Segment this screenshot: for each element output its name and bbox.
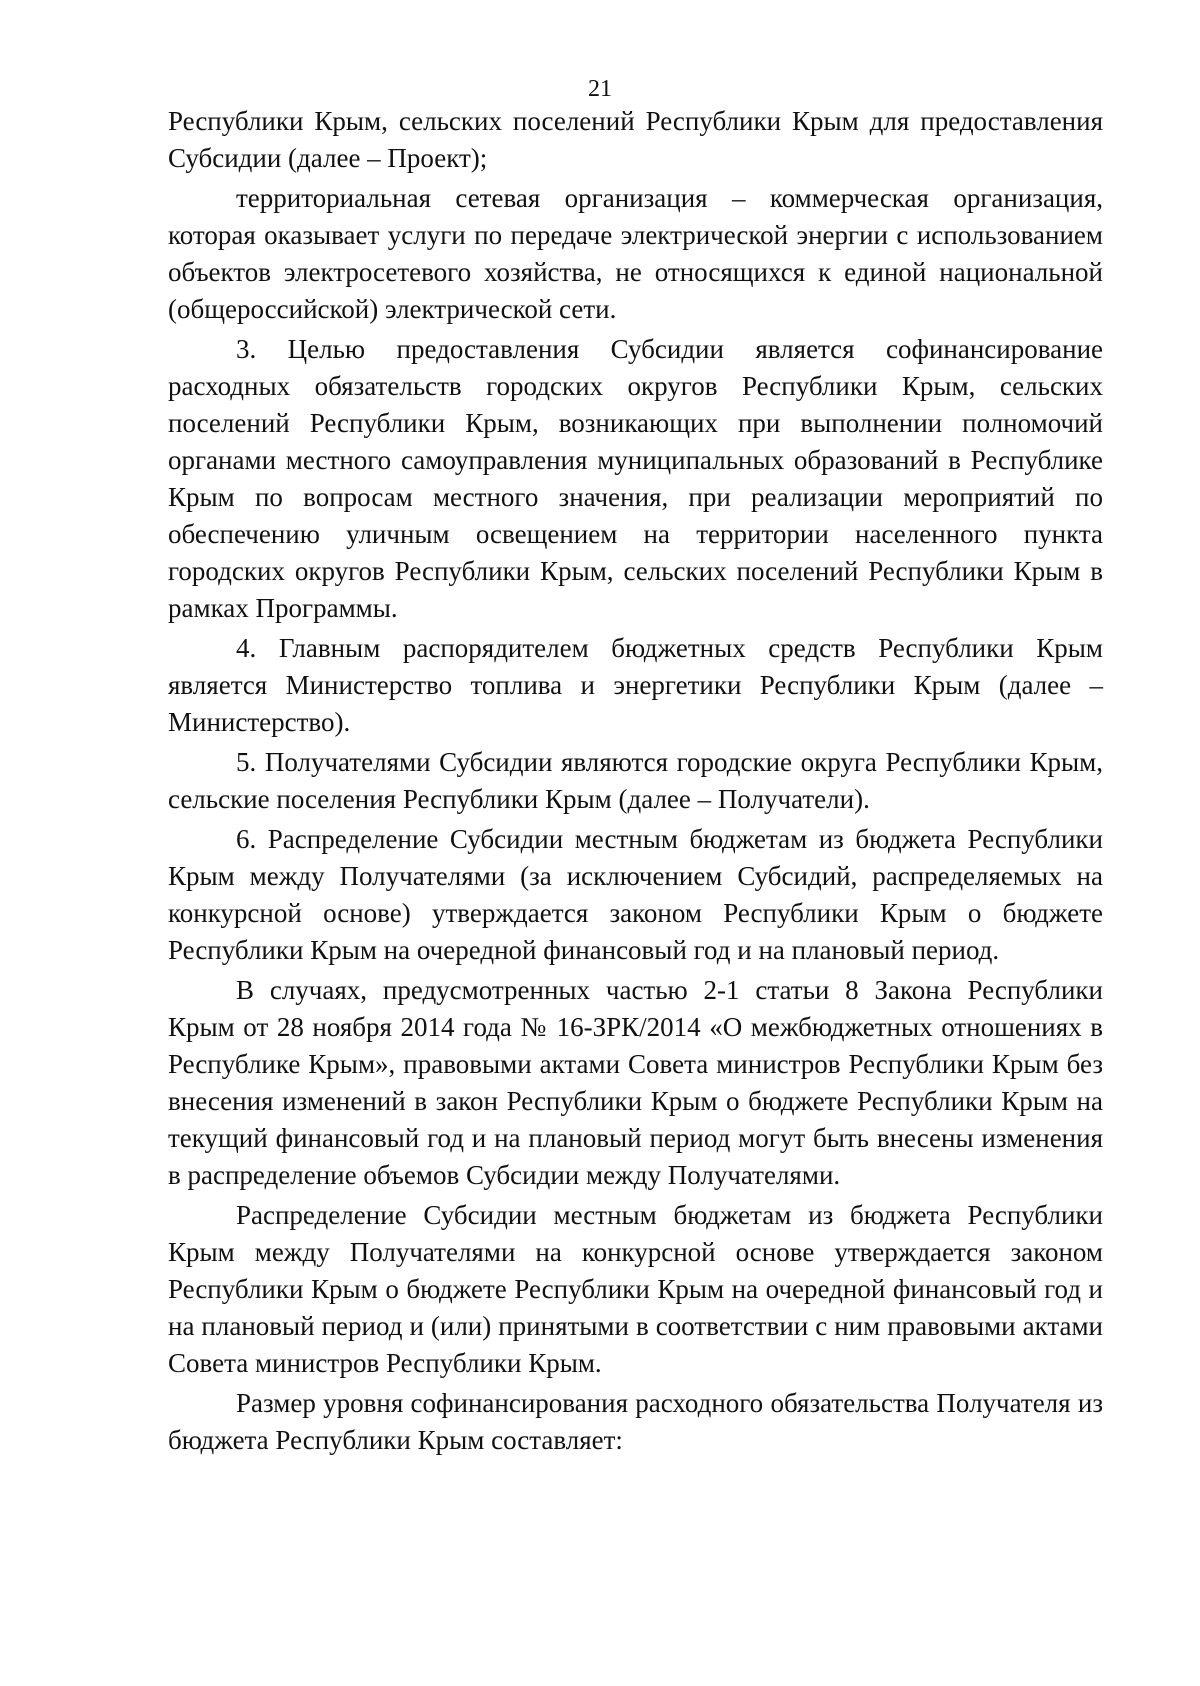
page-number: 21 — [588, 76, 612, 102]
paragraph-cofinancing-level: Размер уровня софинансирования расходного обязательства Получателя из бюджета Республики Крым составляет: — [168, 1388, 1103, 1455]
paragraph-definition-network-org: территориальная сетевая организация – коммерческая организация, которая оказывает услуги по передаче электрической энергии с использованием объектов электросетевого хозяйства, не относящихся к единой национальной (общероссийской) электрической сети. — [168, 183, 1103, 324]
paragraph-5-recipients: 5. Получателями Субсидии являются городские округа Республики Крым, сельские поселения Республики Крым (далее – Получатели). — [168, 747, 1103, 814]
paragraph-continuation: Республики Крым, сельских поселений Республики Крым для предоставления Субсидии (далее – Проект); — [168, 106, 1103, 173]
paragraph-3-purpose: 3. Целью предоставления Субсидии является софинансирование расходных обязательств городских округов Республики Крым, сельских поселений Республики Крым, возникающих при выполнении полномочий органами местного самоуправления муниципальных образований в Республике Крым по вопросам местного значения, при реализации мероприятий по обеспечению уличным освещением на территории населенного пункта городских округов Республики Крым, сельских поселений Республики Крым в рамках Программы. — [168, 334, 1103, 623]
paragraph-4-main-manager: 4. Главным распорядителем бюджетных средств Республики Крым является Министерство топлива и энергетики Республики Крым (далее – Министерство). — [168, 633, 1103, 737]
paragraph-competitive-distribution: Распределение Субсидии местным бюджетам из бюджета Республики Крым между Получателями на конкурсной основе утверждается законом Республики Крым о бюджете Республики Крым на очередной финансовый год и на плановый период и (или) принятыми в соответствии с ним правовыми актами Совета министров Республики Крым. — [168, 1200, 1103, 1378]
paragraph-6-distribution: 6. Распределение Субсидии местным бюджетам из бюджета Республики Крым между Получателями (за исключением Субсидий, распределяемых на конкурсной основе) утверждается законом Республики Крым о бюджете Республики Крым на очередной финансовый год и на плановый период. — [168, 824, 1103, 965]
paragraph-cases-changes: В случаях, предусмотренных частью 2-1 статьи 8 Закона Республики Крым от 28 ноября 2014 года № 16-ЗРК/2014 «О межбюджетных отношениях в Республике Крым», правовыми актами Совета министров Республики Крым без внесения изменений в закон Республики Крым о бюджете Республики Крым на текущий финансовый год и на плановый период могут быть внесены изменения в распределение объемов Субсидии между Получателями. — [168, 975, 1103, 1190]
document-body — [168, 103, 1103, 1459]
